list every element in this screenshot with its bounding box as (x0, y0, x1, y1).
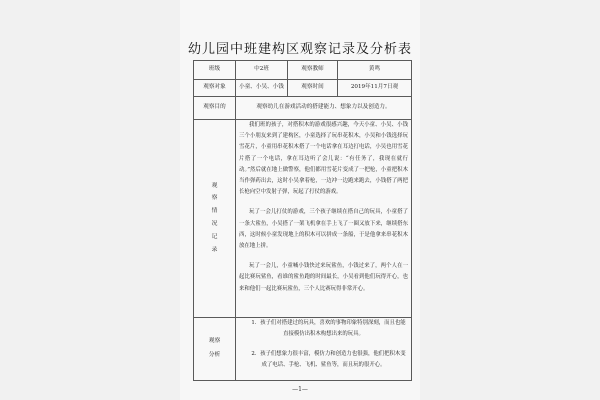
record-content (236, 120, 412, 318)
teacher-label: 观察教师 (288, 61, 338, 80)
observation-table (193, 60, 412, 381)
analysis-paragraph: 2．孩子们想象力很丰富，模仿力和创造力也很强，他们把积木变成了电话、手枪、飞机、鲨鱼等，而且玩的很开心。 (251, 351, 406, 368)
time-value: 2019年11月7日观 (338, 80, 412, 97)
analysis-paragraph: 1．孩子们对搭建过的玩具，喜欢的事物印象特别深刻，而且也能直接模仿出积木构想出来的玩具。 (251, 320, 406, 337)
goal-label: 观察目的 (194, 97, 236, 120)
subject-value: 小童、小吴、小钱 (236, 80, 288, 97)
record-paragraph: 玩了一会儿，小童喊小钱快过来玩鲨鱼，小钱过来了，两个人在一起比赛玩鲨鱼，看谁的鲨鱼跑的时间最长，小吴看到他们玩得开心，也来和他们一起比赛玩鲨鱼，三个人比赛玩得非常开心。 (239, 263, 408, 292)
record-label: 观 察 情 况 记 录 (211, 182, 218, 253)
table-row (194, 120, 412, 318)
analysis-label: 观察 分析 (208, 338, 221, 358)
table-row (194, 97, 412, 120)
record-label-cell (194, 120, 236, 318)
subject-label: 观察对象 (194, 80, 236, 97)
analysis-label-cell (194, 318, 236, 381)
goal-value: 观察幼儿在游戏活动的搭建能力、想象力以及创造力。 (236, 97, 412, 120)
page-number: —1— (292, 386, 308, 393)
table-row (194, 61, 412, 80)
record-paragraph: 我们班的孩子，对搭积木的游戏很感兴趣，今天小童、小吴、小钱三个小朋友来到了建构区，小童选择了玩串花积木，小吴和小钱选择玩雪花片，小童用串花积木搭了一个电话拿在耳边打电话，小吴也用雪花片搭了一个电话，拿在耳边听了会儿说：“有任务了，我现在就行动。”然后就在地上做警察，他们都用雪花片变成了一把枪，小童把积木当作弹药出去，这时小吴拿着枪，一边冲一边跑来跑去，小钱搭了两把长枪向空中发射子弹，玩起了打仗的游戏。 (239, 122, 408, 196)
table-row (194, 80, 412, 97)
document-title: 幼儿园中班建构区观察记录及分析表 (187, 42, 412, 57)
time-label: 观察时间 (288, 80, 338, 97)
record-paragraph: 玩了一会儿打仗的游戏，三个孩子继续在搭自己的玩具，小童搭了一条大鲨鱼，小吴搭了一架飞机拿在手上飞了一圈又放下来，继续搭东西，这时候小童发现地上的积木可以拼成一条船，于是他拿来串花积木放在地上拼。 (239, 209, 408, 250)
class-label: 班级 (194, 61, 236, 80)
class-value: 中2班 (236, 61, 288, 80)
teacher-value: 黄鸣 (338, 61, 412, 80)
analysis-content (236, 318, 412, 381)
table-row (194, 318, 412, 381)
